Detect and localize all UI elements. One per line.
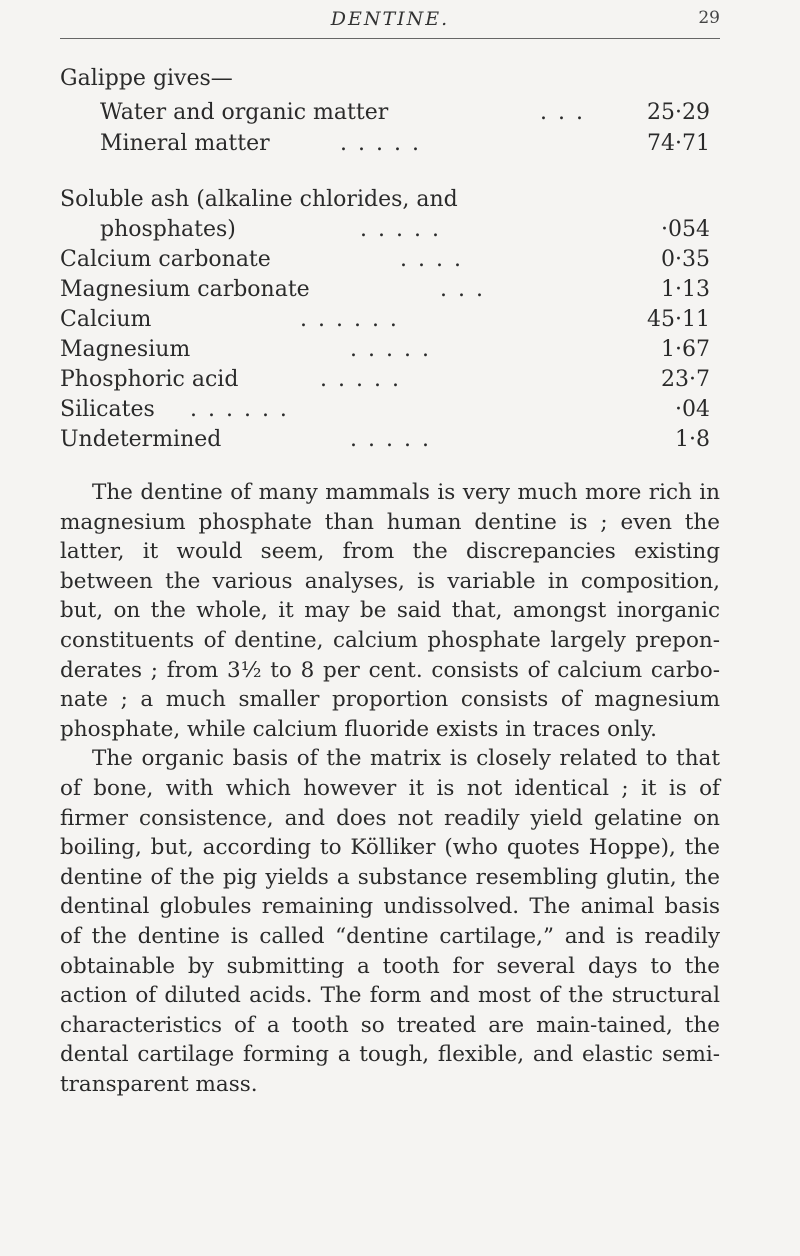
page-number: 29 bbox=[698, 8, 720, 28]
row-leader: . . . . . bbox=[320, 367, 401, 392]
row-label: Soluble ash (alkaline chlorides, and bbox=[60, 187, 458, 212]
table-row bbox=[60, 277, 710, 309]
paragraph-organic-basis: The organic basis of the matrix is closely related to that of bone, with which however it is not identical ; it is of firmer consistence, and does not readily yield gelatine on boiling, but, according to Kölliker (who quotes Hoppe), the dentine of the pig yields a substance resembling glutin, the dentinal globules remaining undissolved. The animal basis of the dentine is called “dentine cartilage,” and is readily obtainable by submitting a tooth for several days to the action of diluted acids. The form and most of the structural characteristics of a tooth so treated are main-tained, the dental cartilage forming a tough, flexible, and elastic semi-transparent mass. bbox=[60, 746, 720, 1097]
table-row bbox=[60, 427, 710, 459]
table-row bbox=[60, 217, 710, 249]
table-row bbox=[60, 397, 710, 429]
row-value: 1·67 bbox=[661, 337, 710, 362]
row-label: Silicates bbox=[60, 397, 155, 422]
row-leader: . . . bbox=[540, 100, 585, 125]
page-header bbox=[60, 6, 720, 36]
row-value: 1·8 bbox=[675, 427, 710, 452]
row-label: Magnesium carbonate bbox=[60, 277, 310, 302]
row-leader: . . . . . . bbox=[190, 397, 289, 422]
row-label: Calcium bbox=[60, 307, 152, 332]
row-value: 1·13 bbox=[661, 277, 710, 302]
header-rule bbox=[60, 38, 720, 39]
row-label: Water and organic matter bbox=[100, 100, 389, 125]
row-value: 0·35 bbox=[661, 247, 710, 272]
row-label: phosphates) bbox=[100, 217, 236, 242]
row-leader: . . . bbox=[440, 277, 485, 302]
row-value: 25·29 bbox=[647, 100, 710, 125]
analysis-intro: Galippe gives— bbox=[60, 66, 233, 91]
table-row bbox=[60, 187, 710, 219]
row-label: Phosphoric acid bbox=[60, 367, 239, 392]
row-value: 23·7 bbox=[661, 367, 710, 392]
table-row bbox=[60, 247, 710, 279]
row-leader: . . . . . bbox=[360, 217, 441, 242]
table-row bbox=[60, 100, 710, 132]
row-value: ·054 bbox=[661, 217, 710, 242]
table-row bbox=[60, 307, 710, 339]
row-leader: . . . . . . bbox=[300, 307, 399, 332]
row-label: Calcium carbonate bbox=[60, 247, 271, 272]
running-head: DENTINE. bbox=[330, 8, 450, 30]
table-row bbox=[60, 131, 710, 163]
table-row bbox=[60, 367, 710, 399]
row-label: Undetermined bbox=[60, 427, 222, 452]
row-leader: . . . . bbox=[400, 247, 463, 272]
body-text bbox=[60, 478, 720, 1099]
paragraph-magnesium-phosphate: The dentine of many mammals is very much more rich in magnesium phosphate than human dentine is ; even the latter, it would seem, from the discrepancies existing between the various analyses, is variable in composition, but, on the whole, it may be said that, amongst inorganic constituents of dentine, calcium phosphate largely prepon-derates ; from 3½ to 8 per cent. consists of calcium carbo-nate ; a much smaller proportion consists of magnesium phosphate, while calcium fluoride exists in traces only. bbox=[60, 480, 720, 742]
row-value: ·04 bbox=[675, 397, 710, 422]
row-leader: . . . . . bbox=[350, 337, 431, 362]
row-label: Mineral matter bbox=[100, 131, 270, 156]
row-leader: . . . . . bbox=[340, 131, 421, 156]
row-leader: . . . . . bbox=[350, 427, 431, 452]
row-value: 45·11 bbox=[647, 307, 710, 332]
row-value: 74·71 bbox=[647, 131, 710, 156]
table-row bbox=[60, 337, 710, 369]
row-label: Magnesium bbox=[60, 337, 191, 362]
